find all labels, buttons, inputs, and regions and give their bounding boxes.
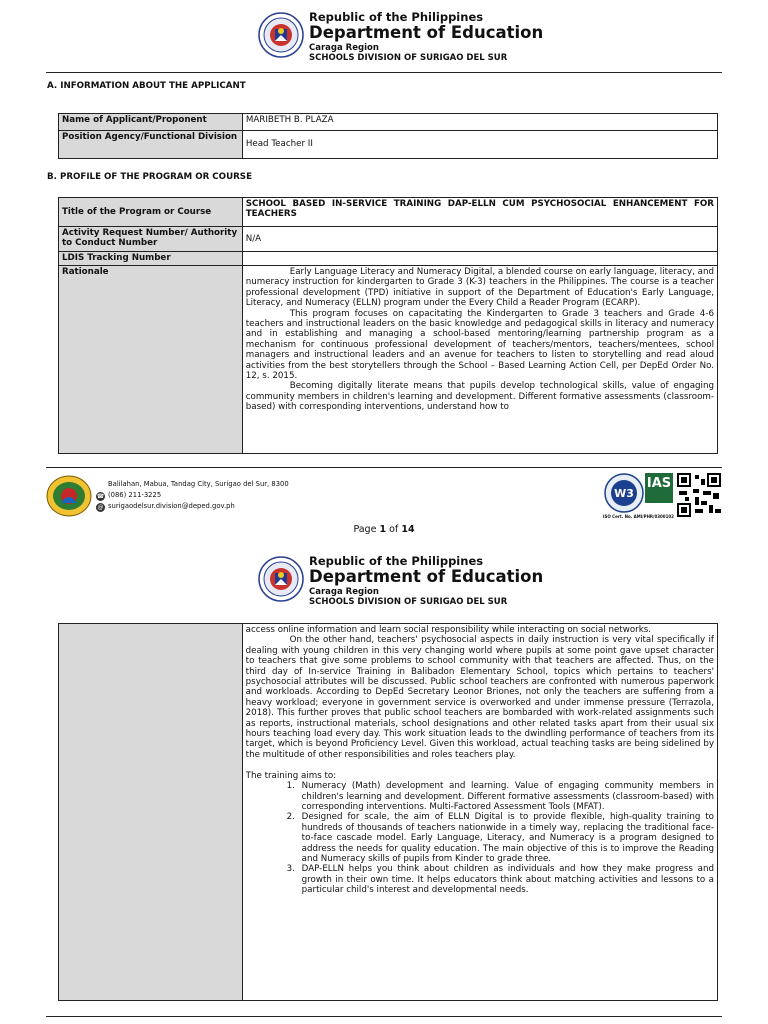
applicant-name-label: Name of Applicant/Proponent	[59, 114, 243, 131]
footer-divider	[46, 1016, 722, 1017]
list-item: 3. DAP-ELLN helps you think about children as individuals and how they make progress and growth in their own time. It helps educators think about matching activities and lessons to a particular child's interest and developmental needs.	[298, 864, 714, 895]
footer-email: surigaodelsur.division@deped.gov.ph	[108, 502, 235, 510]
republic-label: Republic of the Philippines	[309, 10, 484, 24]
rationale-paragraph: Early Language Literacy and Numeracy Digital, a blended course on early language, literacy, and numeracy instruction for kindergarten to Grade 3 (K-3) teachers in the Philippines. The course is a teacher professional development (TPD) initiative in support of the Department of Education's Early Language, Literacy, and Numeracy (ELLN) program under the Every Child a Reader Program (ECARP).	[245, 267, 714, 309]
list-item: 2. Designed for scale, the aim of ELLN Digital is to provide flexible, high-quality training to hundreds of thousands of teachers nationwide in a timely way, replacing the traditional face-to-face cascade model. Early Language, Literacy, and Numeracy is a program designed to address the needs for quality education. The main objective of this is to improve the Reading and Numeracy skills of pupils from Kinder to grade three.	[298, 812, 714, 864]
footer-address: Balilahan, Mabua, Tandag City, Surigao del Sur, 8300	[108, 480, 289, 488]
table-row	[59, 252, 718, 266]
ias-accreditation-icon	[645, 473, 673, 503]
division-label: SCHOOLS DIVISION OF SURIGAO DEL SUR	[309, 597, 508, 607]
aims-intro: The training aims to:	[245, 770, 337, 781]
rationale-cell-continued	[242, 624, 717, 1001]
department-title: Department of Education	[309, 23, 544, 42]
deped-seal-icon	[258, 12, 304, 58]
applicant-table	[58, 113, 718, 159]
certification-seal-icon	[604, 473, 644, 513]
footer-phone: (086) 211-3225	[108, 491, 162, 499]
region-label: Caraga Region	[309, 43, 379, 53]
footer-contact	[96, 479, 289, 512]
page-current: 1	[379, 524, 387, 535]
header-text	[309, 556, 543, 608]
rationale-paragraph: This program focuses on capacitating the Kindergarten to Grade 3 teachers and Grade 4-6 teachers and instructional leaders on the basic knowledge and pedagogical skills in literacy and numeracy and in establishing and managing a school-based mentoring/learning partnership program as a mechanism for continuous professional development of teachers/mentors, teachers/mentees, school managers and instructional leaders and an avenue for teachers to listen to storytelling and read aloud activities from the best storytellers through the School – Based Learning Action Cell, per DepEd Order No. 12, s. 2015.	[245, 308, 714, 382]
deped-seal-icon	[258, 556, 304, 602]
page-number	[0, 524, 768, 535]
phone-icon: ☎	[96, 493, 105, 500]
aims-list	[276, 781, 714, 895]
rationale-paragraph: On the other hand, teachers' psychosocial aspects in daily instruction is very vital specifically if dealing with young children in this very changing world where pupils at some point gave upset character to teachers that give some problems to school community with that teachers are affected. Thus, on the third day of In-service Training in Balibadon Elementary School, topics which pertains to teachers' psychosocial attributes will be discussed. Public school teachers are confronted with numerous paperwork and workloads. According to DepEd Secretary Leonor Briones, not only the teachers are suffering from a heavy workload; everyone in government service is overworked and under immense pressure (Terrazola, 2018). This further proves that public school teachers are bombarded with work-related assignments such as reports, instructional materials, school designations and other related tasks apart from their usual six hours teaching load every day. This work situation leads to the dwindling performance of teachers from its target, which is beyond Proficiency Level. Given this workload, actual teaching tasks are being sidelined by the multitude of other responsibilities and roles teachers play.	[245, 635, 714, 760]
table-row	[59, 266, 718, 454]
republic-label: Republic of the Philippines	[309, 554, 484, 568]
table-row	[59, 624, 718, 1001]
program-title-value: SCHOOL BASED IN-SERVICE TRAINING DAP-ELLN CUM PSYCHOSOCIAL ENHANCEMENT FOR TEACHERS	[242, 198, 717, 227]
page-total: 14	[401, 524, 415, 535]
rationale-paragraph: access online information and learn social responsibility while interacting on social networks.	[245, 625, 652, 635]
page-2-footer	[0, 1016, 768, 1024]
rationale-continued-table	[58, 623, 718, 1001]
page-of: of	[389, 524, 399, 535]
department-title: Department of Education	[309, 567, 544, 586]
qr-code-icon	[677, 473, 721, 517]
rationale-label: Rationale	[59, 266, 243, 454]
applicant-name-value: MARIBETH B. PLAZA	[242, 114, 717, 131]
rationale-text-continued	[246, 625, 714, 999]
iso-cert-number: ISO Cert. No. AMI/PHR/0300102	[603, 514, 674, 519]
spacer	[246, 760, 714, 770]
svg-text:W3: W3	[614, 487, 634, 500]
table-row	[59, 198, 718, 227]
program-title-label: Title of the Program or Course	[59, 198, 243, 227]
section-b-title: B. PROFILE OF THE PROGRAM OR COURSE	[47, 172, 253, 182]
position-value: Head Teacher II	[242, 131, 717, 159]
footer-divider	[46, 467, 722, 468]
division-logo-icon	[46, 473, 92, 519]
table-row	[59, 227, 718, 252]
list-item: 1. Numeracy (Math) development and learning. Value of engaging community members in children's learning and development. Different formative assessments (classroom-based) with corresponding interventions. Multi-Factored Assessment Tools (MFAT).	[298, 781, 714, 812]
request-number-label: Activity Request Number/ Authority to Conduct Number	[59, 227, 243, 252]
table-row	[59, 114, 718, 131]
region-label: Caraga Region	[309, 587, 379, 597]
ldis-value	[242, 252, 717, 266]
page-prefix: Page	[353, 524, 377, 535]
request-number-value: N/A	[242, 227, 717, 252]
email-icon: @	[97, 504, 104, 511]
rationale-cell	[242, 266, 717, 454]
table-row	[59, 131, 718, 159]
page-2-header	[0, 556, 768, 616]
header-divider	[46, 72, 722, 73]
position-label: Position Agency/Functional Division	[59, 131, 243, 159]
page-1-footer	[0, 467, 768, 523]
ias-label: IAS	[646, 476, 672, 491]
section-a-title: A. INFORMATION ABOUT THE APPLICANT	[47, 81, 246, 91]
ldis-label: LDIS Tracking Number	[59, 252, 243, 266]
page-1-header	[0, 12, 768, 72]
rationale-paragraph: Becoming digitally literate means that pupils develop technological skills, value of engaging community members in children's learning and development. Different formative assessments (classroom-based) with corresponding interventions, understand how to	[245, 381, 714, 413]
division-label: SCHOOLS DIVISION OF SURIGAO DEL SUR	[309, 53, 508, 63]
header-text	[309, 12, 543, 64]
program-table	[58, 197, 718, 454]
rationale-label-continued	[59, 624, 243, 1001]
rationale-text	[246, 267, 714, 452]
